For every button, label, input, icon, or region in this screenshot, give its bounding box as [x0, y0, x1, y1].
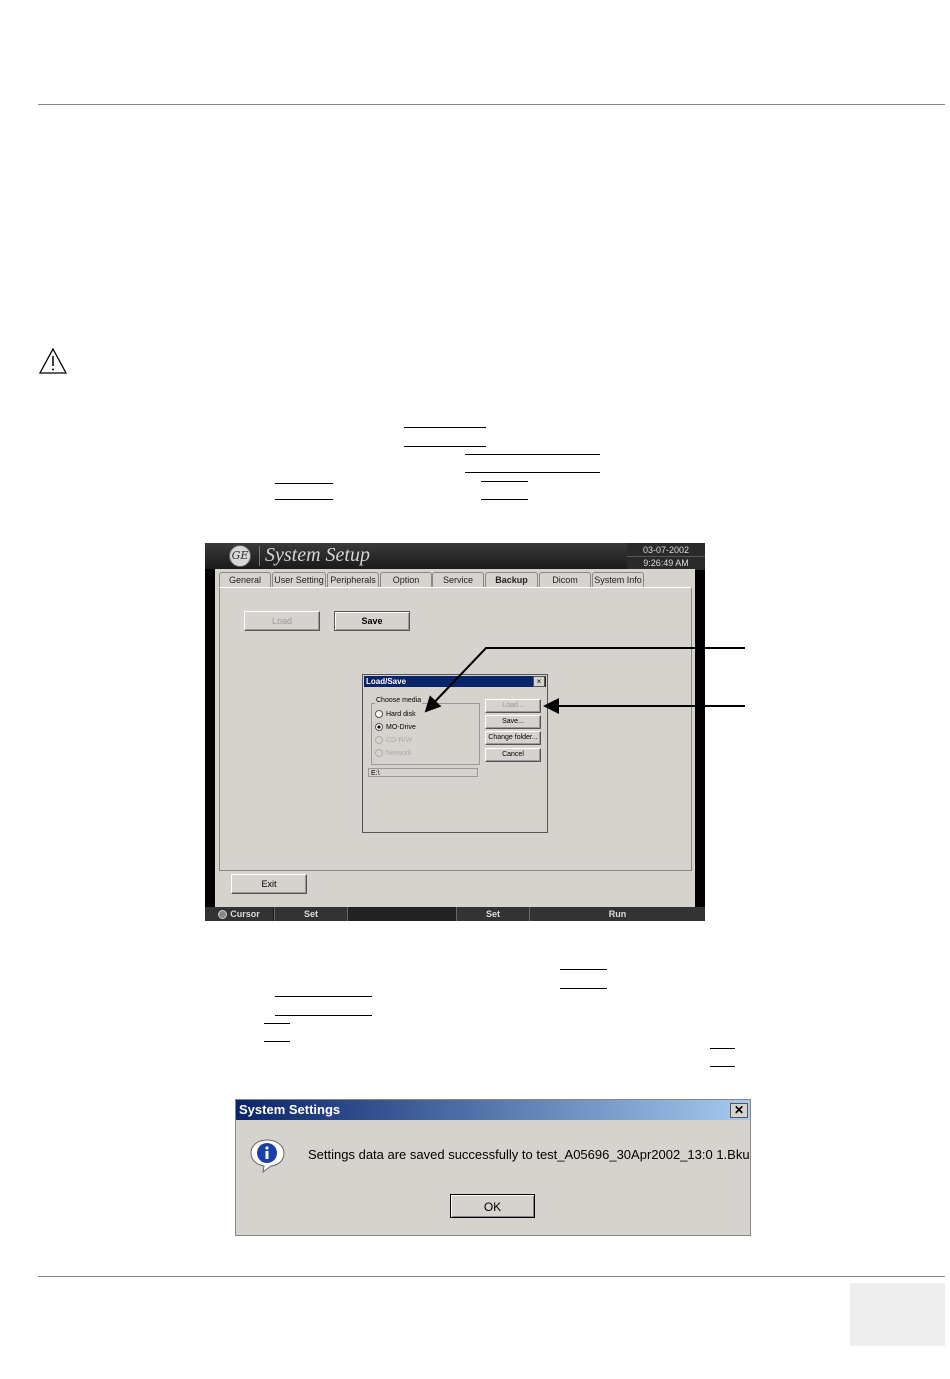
load-save-dialog — [362, 674, 548, 833]
radio-circle — [375, 723, 383, 731]
tab-dicom[interactable]: Dicom — [539, 572, 591, 587]
text-underline — [275, 1015, 372, 1016]
exit-button[interactable]: Exit — [231, 874, 307, 894]
dialog-load-button[interactable]: Load... — [485, 699, 541, 713]
text-underline — [710, 1066, 735, 1067]
dialog-title: System Settings — [236, 1100, 750, 1120]
text-underline — [275, 499, 333, 500]
tab-option[interactable]: Option — [380, 572, 432, 587]
cursor-icon — [218, 910, 227, 919]
text-underline — [481, 499, 528, 500]
radio-label: Network — [386, 749, 412, 757]
warning-icon — [38, 347, 68, 375]
tab-backup[interactable]: Backup — [485, 572, 538, 589]
close-icon[interactable]: ✕ — [730, 1103, 748, 1118]
system-setup-window — [205, 543, 705, 921]
bottom-bar — [205, 907, 705, 921]
media-group-label: Choose media — [376, 697, 422, 704]
radio-hard-disk[interactable] — [375, 710, 416, 718]
date-time — [627, 543, 705, 570]
close-icon[interactable]: × — [533, 676, 545, 687]
set-button-right[interactable]: Set — [456, 907, 529, 921]
text-underline — [264, 1041, 290, 1042]
text-underline — [465, 472, 600, 473]
cursor-button[interactable] — [205, 907, 273, 921]
radio-circle — [375, 710, 383, 718]
tab-system-info[interactable]: System Info — [592, 572, 644, 587]
radio-mo-drive[interactable] — [375, 723, 416, 731]
tab-peripherals[interactable]: Peripherals — [327, 572, 379, 587]
text-underline — [465, 454, 600, 455]
load-button[interactable]: Load — [244, 611, 320, 631]
text-underline — [481, 481, 528, 482]
header-rule — [38, 104, 945, 105]
save-button[interactable]: Save — [334, 611, 410, 631]
radio-label: MO-Drive — [386, 723, 416, 731]
text-underline — [404, 427, 486, 428]
text-underline — [275, 483, 333, 484]
system-settings-dialog — [235, 1099, 751, 1236]
title-divider — [259, 546, 260, 566]
window-title: System Setup — [265, 544, 370, 566]
radio-label: Hard disk — [386, 710, 416, 718]
date-text: 03-07-2002 — [627, 544, 705, 557]
dialog-title: Load/Save — [364, 676, 546, 687]
radio-cd-rw[interactable] — [375, 736, 412, 744]
page-number-box — [850, 1283, 945, 1346]
text-underline — [404, 446, 486, 447]
run-button[interactable]: Run — [529, 907, 705, 921]
backup-panel — [219, 587, 692, 871]
ge-logo: GE — [229, 545, 251, 567]
status-message: Settings data are saved successfully to test_A05696_30Apr2002_13:0 1.Bku — [308, 1147, 750, 1162]
time-text: 9:26:49 AM — [643, 558, 689, 568]
text-underline — [264, 1023, 290, 1024]
radio-label: CD-R/W — [386, 736, 413, 744]
cursor-label: Cursor — [230, 909, 260, 919]
text-underline — [560, 969, 607, 970]
text-underline — [275, 996, 372, 997]
dialog-cancel-button[interactable]: Cancel — [485, 748, 541, 762]
tab-general[interactable]: General — [219, 572, 271, 587]
path-field[interactable]: E:\ — [368, 768, 478, 777]
radio-circle — [375, 736, 383, 744]
tab-user-setting[interactable]: User Setting — [272, 572, 326, 587]
center-control — [347, 907, 456, 921]
set-button-left[interactable]: Set — [274, 907, 347, 921]
text-underline — [560, 988, 607, 989]
tab-service[interactable]: Service — [432, 572, 484, 587]
setup-content — [215, 569, 695, 907]
radio-network[interactable] — [375, 749, 412, 757]
info-icon — [249, 1138, 289, 1174]
ok-button[interactable]: OK — [450, 1194, 535, 1218]
dialog-save-button[interactable]: Save... — [485, 715, 541, 729]
change-folder-button[interactable]: Change folder... — [485, 731, 541, 745]
text-underline — [710, 1048, 735, 1049]
title-bar — [205, 543, 705, 569]
radio-circle — [375, 749, 383, 757]
footer-rule — [38, 1276, 945, 1277]
